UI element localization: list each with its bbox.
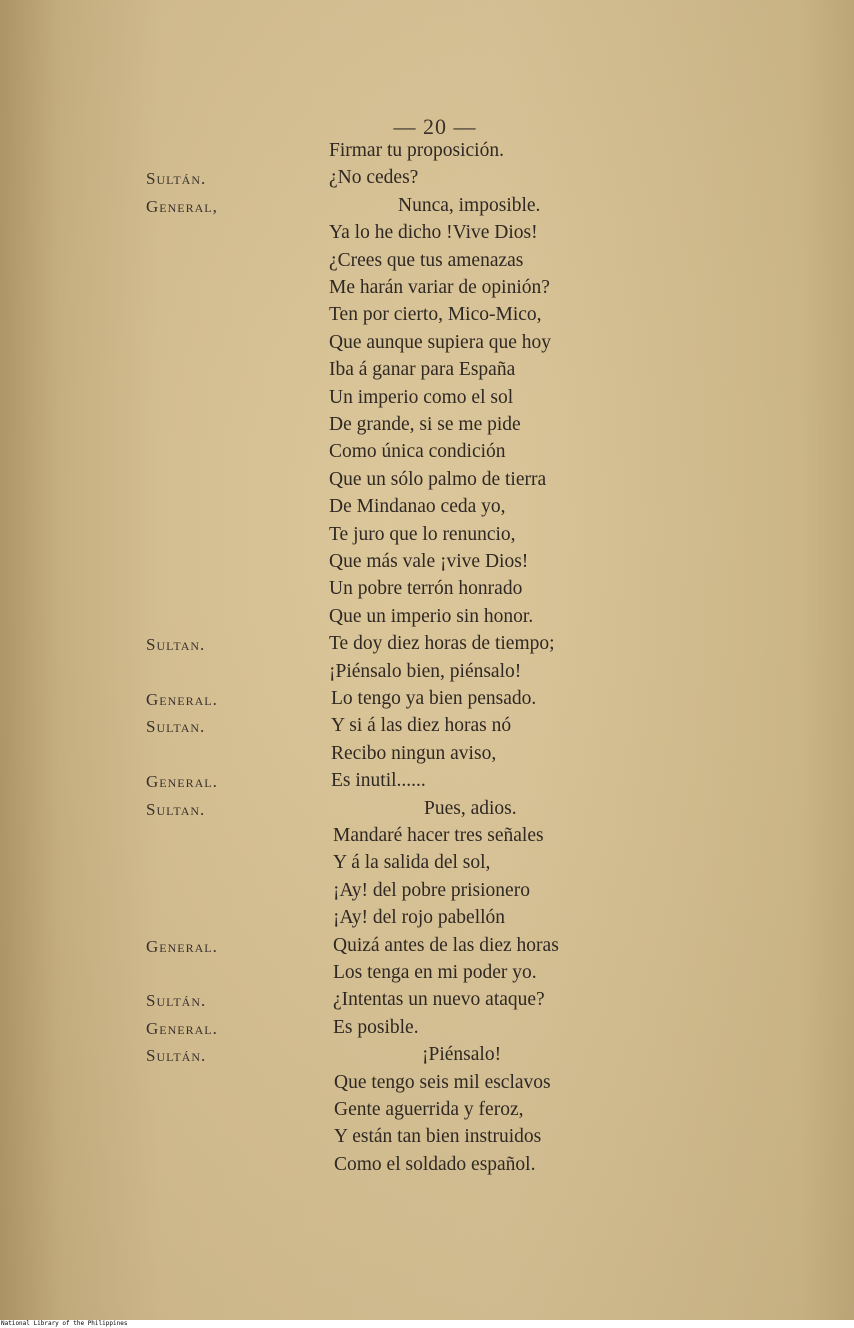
verse-text: Ten por cierto, Mico-Mico, [329,304,542,326]
verse-line [0,361,854,388]
speaker-name: General. [146,772,218,792]
verse-text: Como el soldado español. [334,1153,536,1175]
verse-text: ¿No cedes? [329,167,419,189]
verse-line [0,827,854,854]
verse-line [0,909,854,936]
verse-text: Es posible. [333,1016,419,1038]
verse-text: Que tengo seis mil esclavos [334,1071,551,1093]
verse-line [0,964,854,991]
speaker-name: Sultán. [146,1046,207,1066]
verse-text: ¿Crees que tus amenazas [329,249,524,271]
verse-line [0,772,854,799]
verse-line [0,934,854,964]
verse-text: Quizá antes de las diez horas [333,934,559,956]
speaker-name: General, [146,196,218,216]
verse-line [0,717,854,744]
verse-line [0,580,854,607]
verse-line [0,142,854,169]
speaker-name: Sultan. [146,635,206,655]
verse-line [0,879,854,909]
verse-text: De Mindanao ceda yo, [329,496,506,518]
verse-text: Y á la salida del sol, [333,852,491,874]
verse-text: De grande, si se me pide [329,414,521,435]
verse-text: ¡Piénsalo bien, piénsalo! [329,660,522,682]
verse-line [0,1101,854,1128]
verse-text: Un pobre terrón honrado [329,578,523,600]
verse-text: Gente aguerrida y feroz, [334,1099,524,1120]
verse-text: Que más vale ¡vive Dios! [329,551,529,572]
verse-text: Que un sólo palmo de tierra [329,468,547,490]
verse-line [0,797,854,827]
verse-text: Lo tengo ya bien pensado. [331,688,537,709]
verse-line [0,1071,854,1101]
verse-line [0,553,854,580]
verse-line [0,386,854,416]
speaker-name: General. [146,936,218,956]
speaker-name: Sultan. [146,799,206,819]
verse-line [0,854,854,881]
verse-text: Un imperio como el sol [329,386,514,408]
speaker-name: General. [146,1018,218,1038]
speaker-name: Sultan. [146,717,206,737]
verse-text: ¿Intentas un nuevo ataque? [333,989,545,1011]
page-number: — 20 — [393,114,477,139]
verse-text: Y si á las diez horas nó [331,715,512,737]
verse-line [0,468,854,498]
verse-line [0,331,854,361]
verse-text: Te juro que lo renuncio, [329,523,516,545]
verse-line [0,224,854,251]
verse-line [0,249,854,279]
speaker-name: Sultán. [146,991,207,1011]
verse-text: Iba á ganar para España [329,359,516,381]
verse-line [0,1128,854,1155]
verse-text: Como única condición [329,441,506,463]
verse-line [0,742,854,772]
verse-text: Te doy diez horas de tiempo; [329,633,555,655]
verse-text: Que un imperio sin honor. [329,605,534,627]
verse-line [0,1016,854,1046]
verse-text: Los tenga en mi poder yo. [333,962,537,983]
verse-text: Pues, adios. [424,797,517,819]
verse-line [0,416,854,443]
verse-text: ¡Piénsalo! [422,1044,502,1066]
verse-text: Firmar tu proposición. [329,140,504,161]
verse-text: ¡Ay! del pobre prisionero [333,879,530,901]
verse-line [0,690,854,717]
verse-line [0,169,854,196]
verse-text: Es inutil...... [331,770,426,792]
verse-line [0,1153,854,1183]
verse-text: Recibo ningun aviso, [331,742,497,764]
verse-line [0,1046,854,1073]
verse-line [0,991,854,1018]
verse-text: Nunca, imposible. [398,194,541,216]
verse-line [0,605,854,635]
footer-credit: National Library of the Philippines [0,1320,854,1328]
verse-line [0,443,854,470]
verse-line [0,306,854,333]
verse-text: Y están tan bien instruidos [334,1126,542,1148]
verse-text: Ya lo he dicho !Vive Dios! [329,222,538,244]
verse-text: Mandaré hacer tres señales [333,825,544,846]
speaker-name: Sultán. [146,169,207,189]
verse-text: Me harán variar de opinión? [329,277,550,298]
verse-line [0,194,854,224]
verse-line [0,635,854,662]
verse-line [0,498,854,525]
verse-text: Que aunque supiera que hoy [329,331,552,353]
verse-line [0,660,854,690]
verse-text: ¡Ay! del rojo pabellón [333,907,506,929]
verse-line [0,523,854,553]
verse-line [0,279,854,306]
speaker-name: General. [146,690,218,709]
